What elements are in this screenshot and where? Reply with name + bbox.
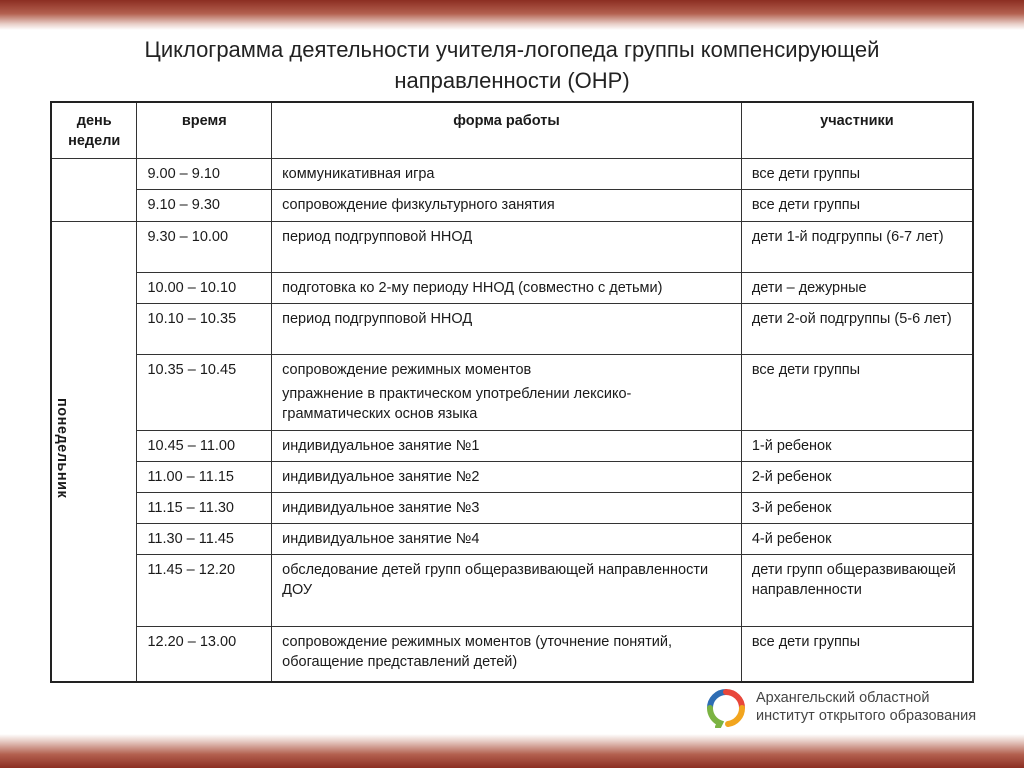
form-cell — [272, 354, 742, 430]
table-row — [51, 554, 973, 626]
institute-logo — [704, 688, 1004, 728]
form-cell: индивидуальное занятие №4 — [272, 523, 742, 554]
participants-cell: все дети группы — [741, 626, 973, 682]
form-text: сопровождение режимных моментов — [282, 361, 532, 378]
time-cell: 11.45 – 12.20 — [137, 554, 272, 626]
participants-cell: 4-й ребенок — [741, 523, 973, 554]
form-cell: сопровождение режимных моментов (уточнение понятий, обогащение представлений детей) — [272, 626, 742, 682]
table-row — [51, 158, 973, 189]
day-label: понедельник — [54, 398, 70, 499]
table-row — [51, 492, 973, 523]
form-cell: коммуникативная игра — [272, 158, 742, 189]
header-day: день недели — [51, 102, 137, 158]
time-cell: 9.10 – 9.30 — [137, 189, 272, 221]
participants-cell: дети 1-й подгруппы (6-7 лет) — [741, 221, 973, 272]
time-cell: 10.35 – 10.45 — [137, 354, 272, 430]
time-cell: 9.30 – 10.00 — [137, 221, 272, 272]
form-cell: период подгрупповой ННОД — [272, 221, 742, 272]
header-participants: участники — [741, 102, 973, 158]
top-decor-band — [0, 0, 1024, 30]
schedule-table — [50, 101, 974, 683]
participants-cell: дети групп общеразвивающей направленности — [741, 554, 973, 626]
table-row — [51, 272, 973, 303]
header-row — [51, 102, 973, 158]
institute-logo-icon — [704, 688, 748, 728]
participants-cell: все дети группы — [741, 354, 973, 430]
form-cell: индивидуальное занятие №3 — [272, 492, 742, 523]
time-cell: 12.20 – 13.00 — [137, 626, 272, 682]
time-cell: 10.45 – 11.00 — [137, 430, 272, 461]
form-extra-text: упражнение в практическом употреблении лексико-грамматических основ языка — [282, 385, 632, 422]
page-title — [0, 34, 1024, 96]
table-row — [51, 303, 973, 354]
form-cell: сопровождение физкультурного занятия — [272, 189, 742, 221]
form-cell: обследование детей групп общеразвивающей направленности ДОУ — [272, 554, 742, 626]
participants-cell: все дети группы — [741, 158, 973, 189]
time-cell: 10.10 – 10.35 — [137, 303, 272, 354]
table-row — [51, 523, 973, 554]
time-cell: 10.00 – 10.10 — [137, 272, 272, 303]
participants-cell: дети – дежурные — [741, 272, 973, 303]
logo-text-line-1: Архангельский областной — [756, 690, 930, 706]
form-cell: период подгрупповой ННОД — [272, 303, 742, 354]
participants-cell: дети 2-ой подгруппы (5-6 лет) — [741, 303, 973, 354]
form-cell: индивидуальное занятие №2 — [272, 461, 742, 492]
form-cell: индивидуальное занятие №1 — [272, 430, 742, 461]
table-row — [51, 189, 973, 221]
title-line-2: направленности (ОНР) — [394, 68, 630, 93]
participants-cell: 1-й ребенок — [741, 430, 973, 461]
table-row — [51, 354, 973, 430]
time-cell: 9.00 – 9.10 — [137, 158, 272, 189]
table-row — [51, 430, 973, 461]
participants-cell: 2-й ребенок — [741, 461, 973, 492]
header-form: форма работы — [272, 102, 742, 158]
bottom-decor-band — [0, 734, 1024, 768]
form-cell: подготовка ко 2-му периоду ННОД (совместно с детьми) — [272, 272, 742, 303]
participants-cell: 3-й ребенок — [741, 492, 973, 523]
participants-cell: все дети группы — [741, 189, 973, 221]
time-cell: 11.15 – 11.30 — [137, 492, 272, 523]
title-line-1: Циклограмма деятельности учителя-логопеда группы компенсирующей — [144, 37, 880, 62]
table-row — [51, 461, 973, 492]
header-time: время — [137, 102, 272, 158]
time-cell: 11.30 – 11.45 — [137, 523, 272, 554]
time-cell: 11.00 – 11.15 — [137, 461, 272, 492]
day-cell-empty — [51, 158, 137, 221]
table-row — [51, 626, 973, 682]
table-row — [51, 221, 973, 272]
day-cell-monday — [51, 221, 137, 682]
logo-text-line-2: институт открытого образования — [756, 708, 977, 724]
